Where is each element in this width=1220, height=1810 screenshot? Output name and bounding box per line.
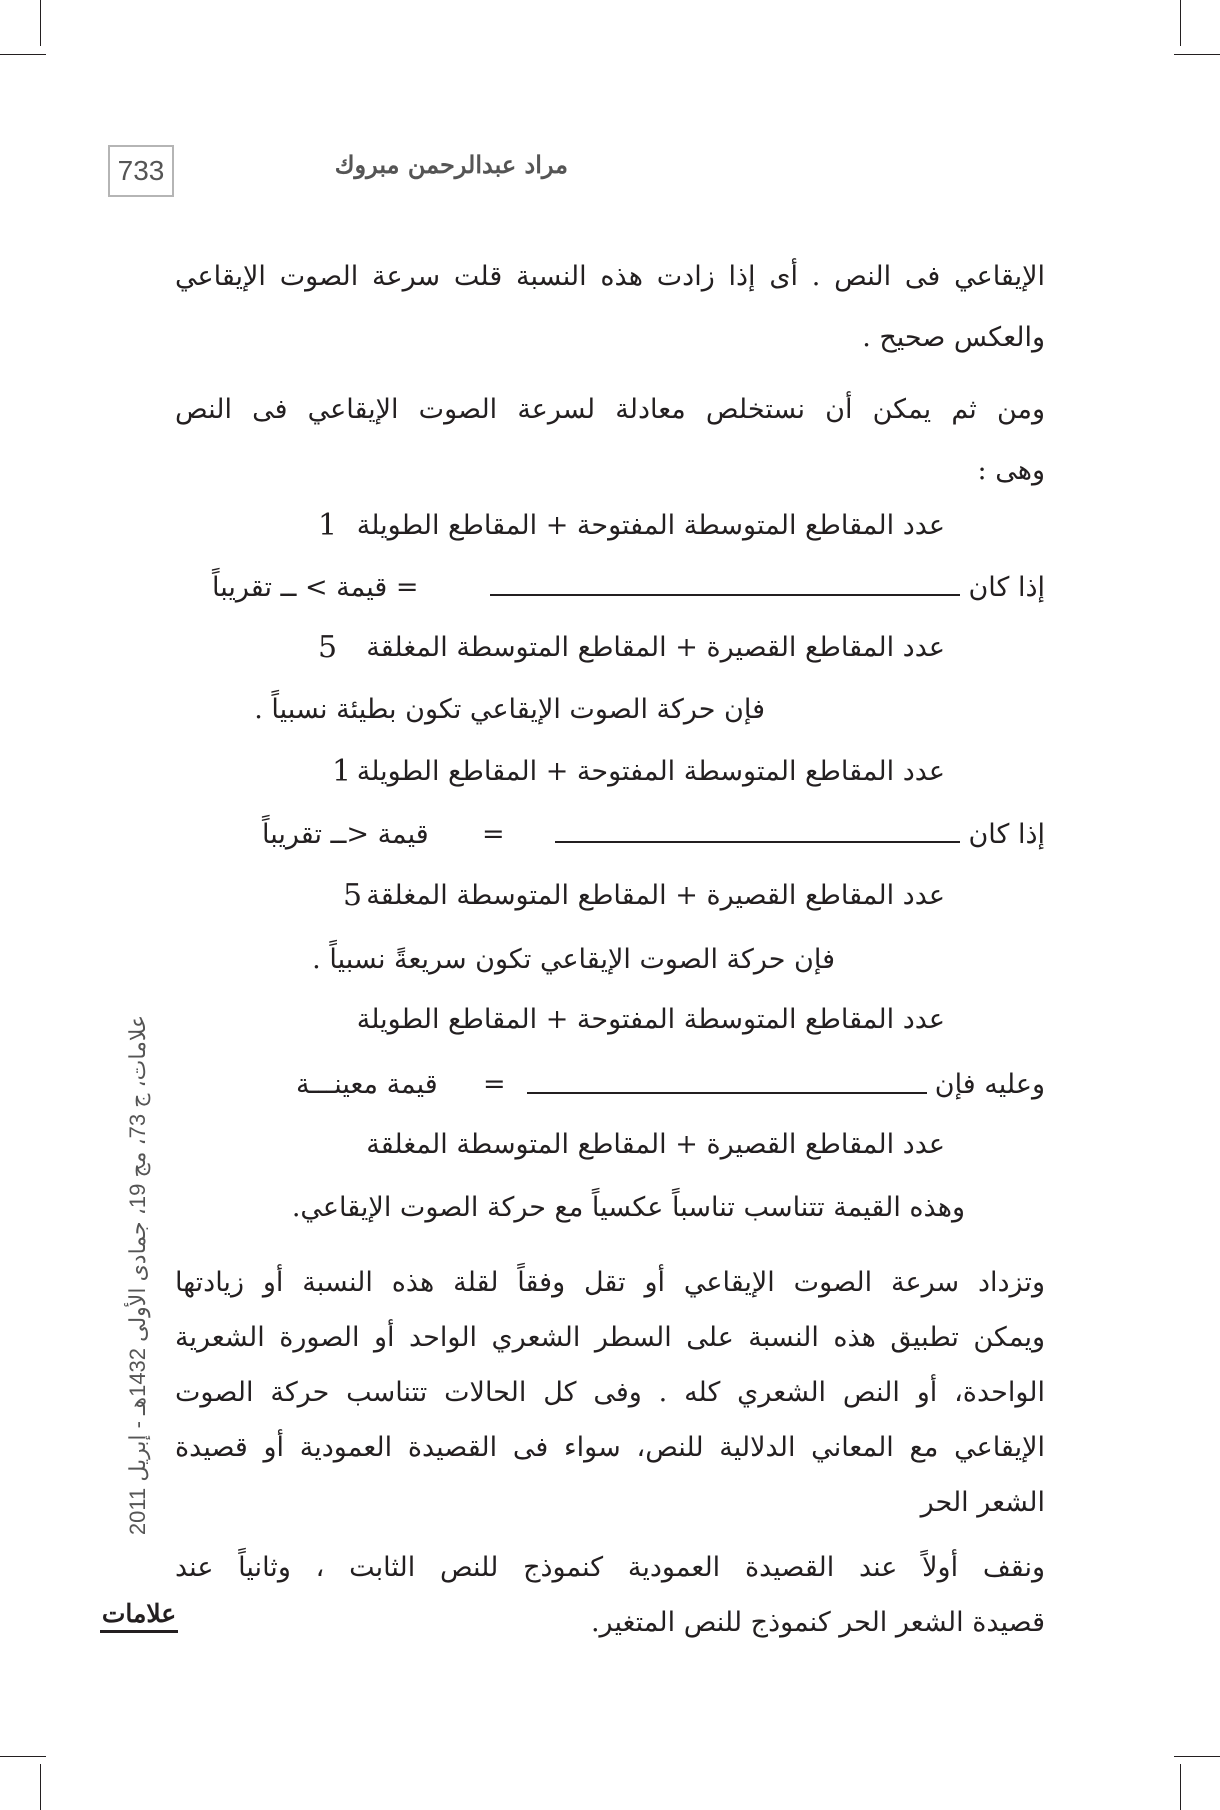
fraction-bar bbox=[527, 1092, 927, 1094]
equation-result: قيمة معينـــة bbox=[296, 1069, 438, 1100]
fraction-bar bbox=[490, 594, 960, 596]
crop-mark bbox=[1180, 1764, 1181, 1810]
numerator-value: 1 bbox=[332, 754, 352, 789]
equals-sign: = bbox=[482, 819, 505, 850]
page-number: 733 bbox=[108, 145, 174, 197]
equation-conclusion: فإن حركة الصوت الإيقاعي تكون سريعةً نسبياً . bbox=[312, 944, 835, 975]
numerator-value: 1 bbox=[318, 508, 338, 543]
equation-lead: إذا كان bbox=[968, 572, 1045, 603]
equation-lead: وعليه فإن bbox=[934, 1069, 1045, 1100]
equation-lead: إذا كان bbox=[968, 819, 1045, 850]
equation-numerator: عدد المقاطع المتوسطة المفتوحة + المقاطع الطويلة bbox=[356, 756, 945, 787]
equation-result: قيمة <ــ تقريباً bbox=[262, 819, 429, 850]
equals-sign: = bbox=[483, 1069, 506, 1100]
equation-denominator: عدد المقاطع القصيرة + المقاطع المتوسطة المغلقة bbox=[366, 1129, 945, 1160]
denominator-value: 5 bbox=[343, 878, 363, 913]
equation-denominator: عدد المقاطع القصيرة + المقاطع المتوسطة المغلقة bbox=[366, 632, 945, 663]
equation-numerator: عدد المقاطع المتوسطة المفتوحة + المقاطع الطويلة bbox=[356, 510, 945, 541]
fraction-bar bbox=[555, 841, 960, 843]
equation-numerator: عدد المقاطع المتوسطة المفتوحة + المقاطع الطويلة bbox=[356, 1004, 945, 1035]
text-line: الواحدة، أو النص الشعري كله . وفى كل الحالات تتناسب حركة الصوت bbox=[175, 1377, 1045, 1408]
denominator-value: 5 bbox=[318, 630, 338, 665]
running-head-author: مراد عبدالرحمن مبروك bbox=[334, 150, 568, 179]
equation-result: = قيمة > ــ تقريباً bbox=[212, 572, 419, 603]
text-line: والعكس صحيح . bbox=[862, 322, 1045, 353]
crop-mark bbox=[0, 54, 46, 55]
text-line: ويمكن تطبيق هذه النسبة على السطر الشعري الواحد أو الصورة الشعرية bbox=[175, 1322, 1045, 1353]
text-line: الإيقاعي فى النص . أى إذا زادت هذه النسبة قلت سرعة الصوت الإيقاعي bbox=[175, 261, 1045, 292]
equation-conclusion: وهذه القيمة تتناسب تناسباً عكسياً مع حركة الصوت الإيقاعي. bbox=[291, 1192, 965, 1223]
crop-mark bbox=[1180, 0, 1181, 46]
text-line: ونقف أولاً عند القصيدة العمودية كنموذج للنص الثابت ، وثانياً عند bbox=[175, 1552, 1045, 1583]
text-line: ومن ثم يمكن أن نستخلص معادلة لسرعة الصوت الإيقاعي فى النص bbox=[175, 394, 1045, 425]
journal-logo: علامات bbox=[100, 1596, 178, 1633]
equation-conclusion: فإن حركة الصوت الإيقاعي تكون بطيئة نسبياً . bbox=[254, 694, 765, 725]
text-line: الشعر الحر bbox=[920, 1487, 1045, 1518]
text-line: وهى : bbox=[977, 455, 1045, 486]
journal-sidebar bbox=[118, 955, 158, 1595]
crop-mark bbox=[1174, 1756, 1220, 1757]
crop-mark bbox=[1174, 54, 1220, 55]
text-line: قصيدة الشعر الحر كنموذج للنص المتغير. bbox=[590, 1607, 1045, 1638]
crop-mark bbox=[0, 1756, 46, 1757]
journal-info: علامات، ج 73، مج 19، جمادى الأولى 1432هـ - إبريل 2011 bbox=[125, 1014, 150, 1536]
text-line: الإيقاعي مع المعاني الدلالية للنص، سواء فى القصيدة العمودية أو قصيدة bbox=[175, 1432, 1045, 1463]
text-line: وتزداد سرعة الصوت الإيقاعي أو تقل وفقاً لقلة هذه النسبة أو زيادتها bbox=[175, 1267, 1045, 1298]
crop-mark bbox=[40, 1764, 41, 1810]
equation-denominator: عدد المقاطع القصيرة + المقاطع المتوسطة المغلقة bbox=[366, 880, 945, 911]
crop-mark bbox=[40, 0, 41, 46]
